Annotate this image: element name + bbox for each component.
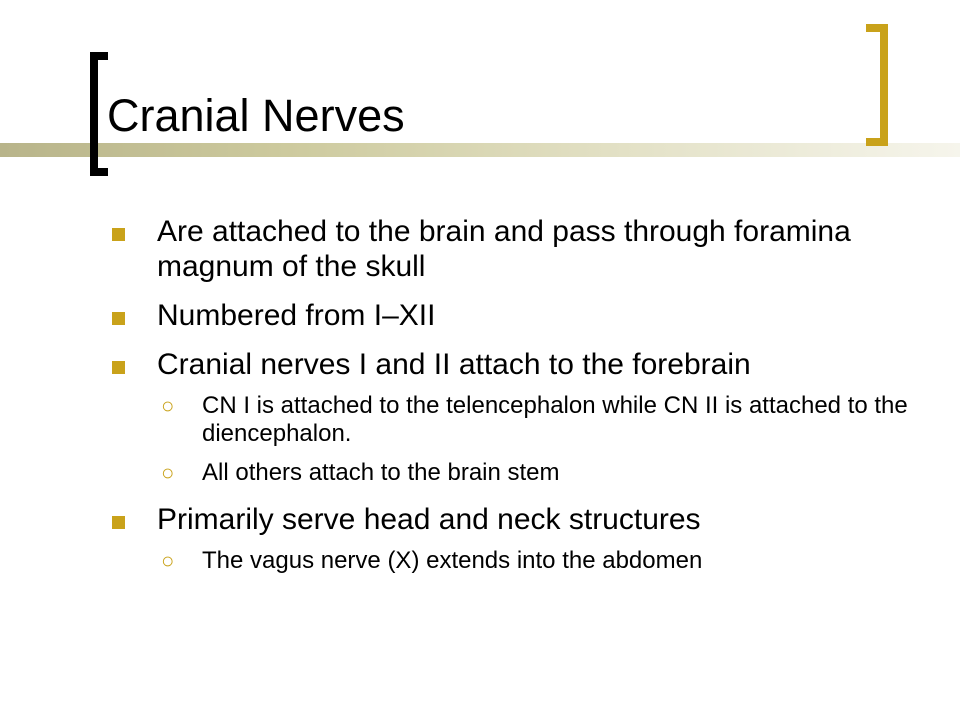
sub-bullet-text: The vagus nerve (X) extends into the abdomen [202,547,703,574]
bullet-item-2 [108,298,908,333]
left-bracket-decoration [90,52,108,176]
sub-bullet-text: All others attach to the brain stem [202,459,560,486]
hollow-bullet-icon: ○ [161,548,175,573]
slide-title: Cranial Nerves [107,93,411,138]
square-bullet-icon [112,312,125,325]
square-bullet-icon [112,361,125,374]
square-bullet-icon [112,516,125,529]
sub-bullet-item-2 [108,459,908,487]
square-bullet-icon [112,228,125,241]
bullet-item-1 [108,214,908,284]
sub-bullet-text: CN I is attached to the telencephalon while CN II is attached to the diencephalon. [202,392,908,447]
bullet-text: Are attached to the brain and pass through foramina magnum of the skull [157,215,851,283]
hollow-bullet-icon: ○ [161,393,175,418]
bullet-text: Cranial nerves I and II attach to the forebrain [157,348,751,381]
hollow-bullet-icon: ○ [161,460,175,485]
sub-bullet-item-1 [108,392,908,448]
bullet-item-4 [108,502,908,537]
bullet-text: Primarily serve head and neck structures [157,503,701,536]
title-rule-band [0,143,960,157]
slide-body [108,214,908,590]
right-bracket-decoration [866,24,888,146]
bullet-item-3 [108,347,908,382]
sub-bullet-item-3 [108,547,908,575]
bullet-text: Numbered from I–XII [157,299,436,332]
